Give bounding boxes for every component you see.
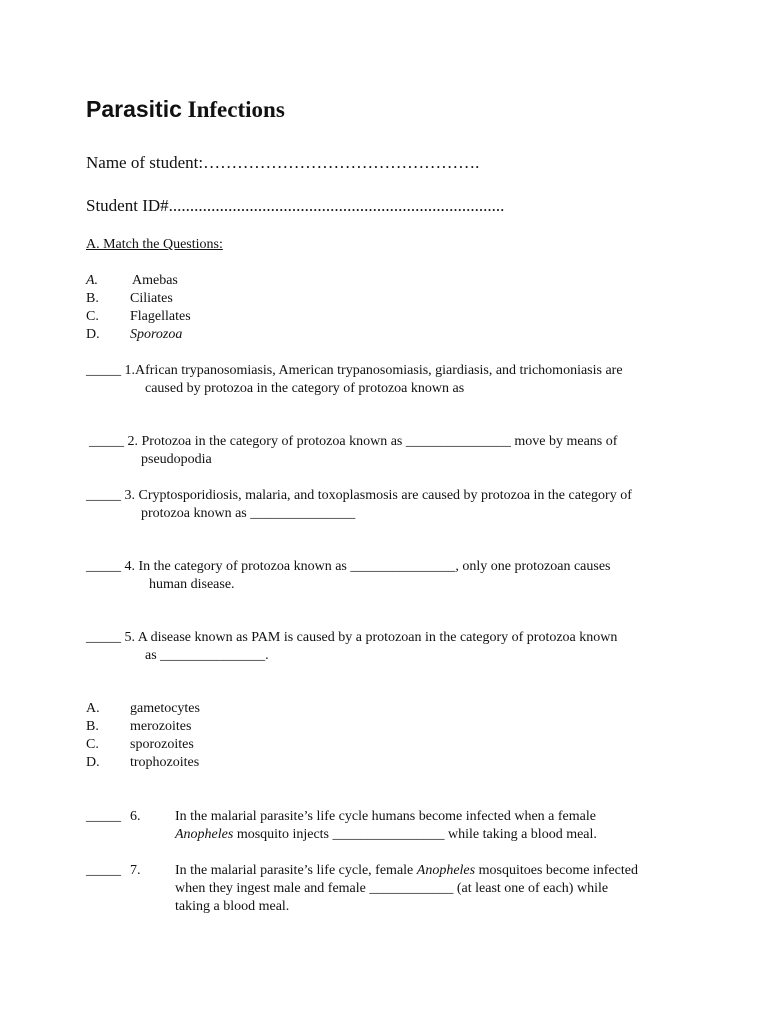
option-b-letter: B. xyxy=(86,291,99,306)
option2-d-text: trophozoites xyxy=(130,755,200,770)
page-title xyxy=(86,94,285,125)
question-4-line-1: _____ 4. In the category of protozoa known as _______________, only one protozoan causes xyxy=(86,559,611,574)
question-7-line-1-post: mosquitoes become infected xyxy=(475,863,639,878)
option-d-text: Sporozoa xyxy=(130,327,183,342)
question-6-line-1: In the malarial parasite’s life cycle humans become infected when a female xyxy=(175,809,596,824)
question-7-line-3: taking a blood meal. xyxy=(175,899,290,914)
question-3-line-2: protozoa known as _______________ xyxy=(141,506,356,521)
student-name-field[interactable]: Name of student:…………………………………………. xyxy=(86,153,480,172)
question-6-line-2 xyxy=(175,826,597,844)
question-7-line-2: when they ingest male and female ____________ (at least one of each) while xyxy=(175,881,609,896)
option2-d-letter: D. xyxy=(86,755,100,770)
option-c-letter: C. xyxy=(86,309,99,324)
title-word-2: Infections xyxy=(187,97,285,122)
option-c-text: Flagellates xyxy=(130,309,191,324)
option2-a-text: gametocytes xyxy=(130,701,200,716)
question-3-line-1: _____ 3. Cryptosporidiosis, malaria, and toxoplasmosis are caused by protozoa in the category of xyxy=(86,488,632,503)
option2-b-text: merozoites xyxy=(130,719,192,734)
question-7-line-1-pre: In the malarial parasite’s life cycle, female xyxy=(175,863,417,878)
question-6-number: 6. xyxy=(130,809,141,824)
option2-c-text: sporozoites xyxy=(130,737,194,752)
student-id-field[interactable]: Student ID#............................................................................... xyxy=(86,196,505,215)
question-7-number: 7. xyxy=(130,863,141,878)
question-2-line-1: _____ 2. Protozoa in the category of protozoa known as _______________ move by means of xyxy=(89,434,618,449)
question-5-line-1: _____ 5. A disease known as PAM is caused by a protozoan in the category of protozoa known xyxy=(86,630,618,645)
question-4-line-2: human disease. xyxy=(149,577,235,592)
option2-a-letter: A. xyxy=(86,701,100,716)
question-1-line-2: caused by protozoa in the category of protozoa known as xyxy=(145,381,465,396)
section-a-heading: A. Match the Questions: xyxy=(86,237,223,252)
question-6-blank: _____ xyxy=(86,809,121,824)
question-5-line-2: as _______________. xyxy=(145,648,269,663)
question-2-line-2: pseudopodia xyxy=(141,452,212,467)
question-6-line-2-rest: mosquito injects ________________ while taking a blood meal. xyxy=(233,827,597,842)
title-word-1: Parasitic xyxy=(86,96,182,122)
anopheles-term: Anopheles xyxy=(175,827,234,842)
question-7-line-1 xyxy=(175,862,638,880)
option-a-letter: A. xyxy=(86,273,99,288)
option-d-letter: D. xyxy=(86,327,100,342)
option-a-text: Amebas xyxy=(132,273,178,288)
anopheles-term: Anopheles xyxy=(416,863,476,878)
question-7-blank: _____ xyxy=(86,863,121,878)
option2-c-letter: C. xyxy=(86,737,99,752)
option-b-text: Ciliates xyxy=(130,291,173,306)
option2-b-letter: B. xyxy=(86,719,99,734)
question-1-line-1: _____ 1.African trypanosomiasis, American trypanosomiasis, giardiasis, and trichomoniasis are xyxy=(86,363,623,378)
